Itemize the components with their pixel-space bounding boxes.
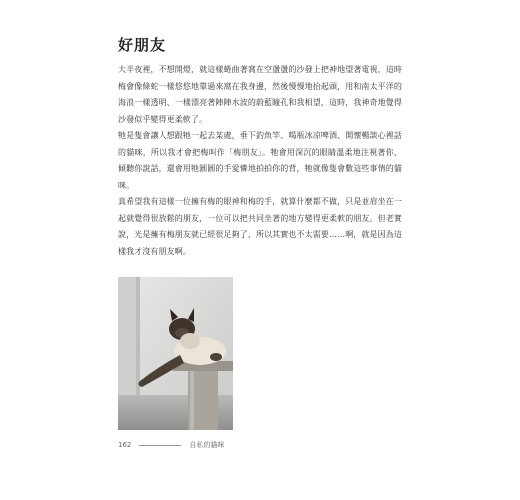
cat-photo xyxy=(118,277,233,430)
paragraph-3: 真希望我有這樣一位擁有梅的眼神和梅的手，就算什麼都不做，只是並肩坐在一起就覺得很放鬆的朋友，一位可以把共同坐著的地方變得更柔軟的朋友。但老實說，光是擁有梅朋友就已經很足夠了，所以其實也不太需要……啊，就是因為這樣我才沒有朋友啊。 xyxy=(118,197,402,256)
footer-rule xyxy=(139,445,181,446)
page-number: 162 xyxy=(118,441,132,449)
page-footer xyxy=(118,440,224,450)
book-title: 自私的貓咪 xyxy=(189,441,225,449)
paragraph-1: 大半夜裡，不想開燈，就這樣蜷曲著窩在空盪盪的沙發上把神地望著電視，這時梅會像條蛇一樣悠悠地靠過來窩在我身邊，然後慢慢地抬起頭，用和南太平洋的海浪一樣透明、一樣漂亮著陣陣水波的蔚藍瞳孔和我相望，這時，我神奇地覺得沙發似乎變得更柔軟了。 xyxy=(118,65,402,124)
paragraph-2: 牠是隻會讓人想跟牠一起去某處，垂下釣魚竿、喝瓶冰凉啤酒、開懷暢談心裡話的貓咪，所以我才會把梅叫作「梅朋友」。牠會用深沉的眼睛溫柔地注視著你，傾聽你說話，還會用牠圓圓的手愛憐地拍拍你的背，牠就像隻會數這些事情的貓咪。 xyxy=(118,131,402,190)
article-body xyxy=(118,62,402,260)
cat-illustration xyxy=(118,277,233,430)
page-title: 好朋友 xyxy=(118,36,167,54)
